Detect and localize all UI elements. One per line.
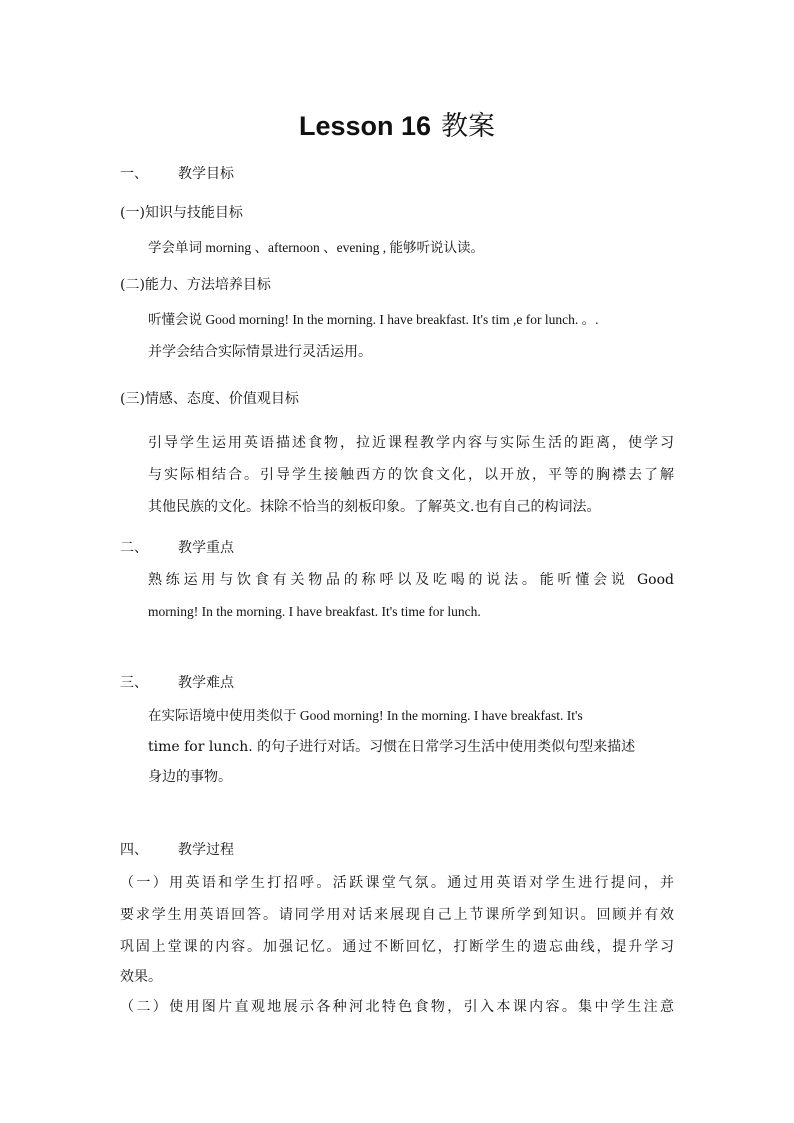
section-2-number: 二、 bbox=[120, 540, 148, 556]
title-lesson: Lesson 16 bbox=[298, 111, 432, 141]
paragraph-process-2-line-1: （二）使用图片直观地展示各种河北特色食物，引入本课内容。集中学生注意 bbox=[120, 999, 674, 1015]
paragraph-process-1-line-3: 巩固上堂课的内容。加强记忆。通过不断回忆，打断学生的遗忘曲线，提升学习 bbox=[120, 939, 674, 955]
paragraph-process-1-line-1: （一）用英语和学生打招呼。活跃课堂气氛。通过用英语对学生进行提问，并 bbox=[120, 875, 674, 891]
section-3-number: 三、 bbox=[120, 675, 148, 691]
section-3-title: 教学难点 bbox=[178, 675, 234, 691]
section-4-heading bbox=[120, 841, 234, 859]
paragraph-difficulties-line-1: 在实际语境中使用类似于 Good morning! In the morning. I have breakfast. It's bbox=[148, 708, 583, 723]
section-2-title: 教学重点 bbox=[178, 540, 234, 556]
section-2-heading bbox=[120, 539, 234, 557]
paragraph-ability-line-2: 并学会结合实际情景进行灵活运用。 bbox=[148, 344, 372, 360]
paragraph-knowledge: 学会单词 morning 、afternoon 、evening , 能够听说认读。 bbox=[148, 240, 484, 255]
paragraph-attitude-line-1: 引导学生运用英语描述食物，拉近课程教学内容与实际生活的距离，使学习 bbox=[148, 435, 674, 451]
subheading-attitude: (三)情感、态度、价值观目标 bbox=[120, 391, 299, 407]
paragraph-attitude-line-2: 与实际相结合。引导学生接触西方的饮食文化，以开放，平等的胸襟去了解 bbox=[148, 467, 674, 483]
paragraph-difficulties-line-3: 身边的事物。 bbox=[148, 769, 232, 785]
section-1-number: 一、 bbox=[120, 166, 148, 182]
paragraph-key-points-line-2: morning! In the morning. I have breakfast. It's time for lunch. bbox=[148, 604, 481, 619]
section-4-number: 四、 bbox=[120, 842, 148, 858]
paragraph-process-1-line-4: 效果。 bbox=[120, 969, 162, 985]
paragraph-ability-line-1: 听懂会说 Good morning! In the morning. I have breakfast. It's tim ,e for lunch. 。. bbox=[148, 312, 599, 327]
subheading-ability: (二)能力、方法培养目标 bbox=[120, 277, 271, 293]
page-title bbox=[0, 108, 794, 145]
paragraph-attitude-line-3: 其他民族的文化。抹除不恰当的刻板印象。了解英文.也有自己的构词法。 bbox=[148, 499, 601, 515]
paragraph-process-1-line-2: 要求学生用英语回答。请同学用对话来展现自己上节课所学到知识。回顾并有效 bbox=[120, 907, 674, 923]
paragraph-key-points-line-1: 熟练运用与饮食有关物品的称呼以及吃喝的说法。能听懂会说 Good bbox=[148, 572, 674, 588]
subheading-knowledge: (一)知识与技能目标 bbox=[120, 205, 243, 221]
section-3-heading bbox=[120, 674, 234, 692]
section-1-heading bbox=[120, 165, 234, 183]
paragraph-difficulties-line-2: time for lunch. 的句子进行对话。习惯在日常学习生活中使用类似句型来描述 bbox=[148, 739, 636, 755]
section-1-title: 教学目标 bbox=[178, 166, 234, 182]
section-4-title: 教学过程 bbox=[178, 842, 234, 858]
title-plan: 教案 bbox=[441, 111, 496, 142]
